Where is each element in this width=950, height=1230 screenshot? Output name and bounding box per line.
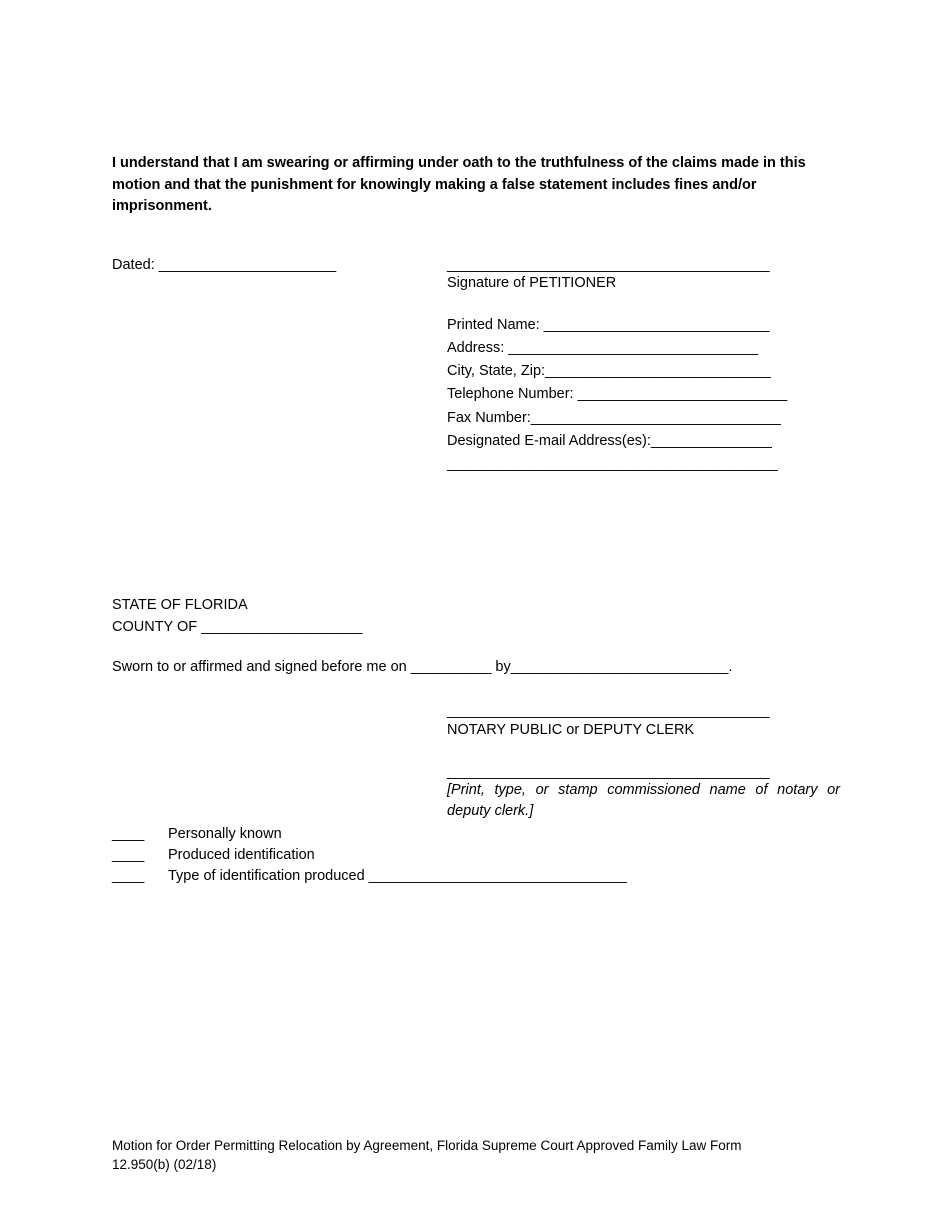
state-heading: STATE OF FLORIDA [112, 597, 248, 613]
id-item-blank[interactable]: ____ [112, 868, 145, 884]
printed-name-field[interactable]: Printed Name: ____________________________ [447, 317, 770, 333]
id-item-label: Produced identification [168, 847, 315, 863]
footer-form-number: 12.950(b) (02/18) [112, 1157, 217, 1172]
notary-signature-label: NOTARY PUBLIC or DEPUTY CLERK [447, 722, 695, 738]
id-item-label: Personally known [168, 826, 282, 842]
notary-signature-line[interactable]: ________________________________________ [447, 703, 770, 719]
sworn-statement[interactable]: Sworn to or affirmed and signed before me on __________ by___________________________. [112, 659, 733, 675]
petitioner-signature-line[interactable]: ________________________________________ [447, 257, 770, 273]
email-field[interactable]: Designated E-mail Address(es):_______________ [447, 433, 772, 449]
notary-print-note: [Print, type, or stamp commissioned name of notary or deputy clerk.] [447, 782, 840, 819]
city-state-zip-field[interactable]: City, State, Zip:____________________________ [447, 363, 771, 379]
id-item-label[interactable]: Type of identification produced ________________________________ [168, 868, 627, 884]
petitioner-signature-label: Signature of PETITIONER [447, 275, 617, 291]
id-item-blank[interactable]: ____ [112, 847, 145, 863]
id-item-blank[interactable]: ____ [112, 826, 145, 842]
dated-field[interactable]: Dated: ______________________ [112, 257, 337, 273]
oath-statement: I understand that I am swearing or affirming under oath to the truthfulness of the claims made in this motion and that the punishment for knowingly making a false statement includes fines and/or imprisonment. [112, 155, 806, 214]
footer-form-title: Motion for Order Permitting Relocation by Agreement, Florida Supreme Court Approved Family Law Form [112, 1138, 742, 1153]
fax-field[interactable]: Fax Number:_______________________________ [447, 410, 781, 426]
email-field-continued[interactable]: _________________________________________ [447, 456, 778, 472]
county-field[interactable]: COUNTY OF ____________________ [112, 619, 363, 635]
telephone-field[interactable]: Telephone Number: __________________________ [447, 386, 788, 402]
address-field[interactable]: Address: _______________________________ [447, 340, 759, 356]
notary-print-line[interactable]: ________________________________________ [447, 764, 770, 780]
